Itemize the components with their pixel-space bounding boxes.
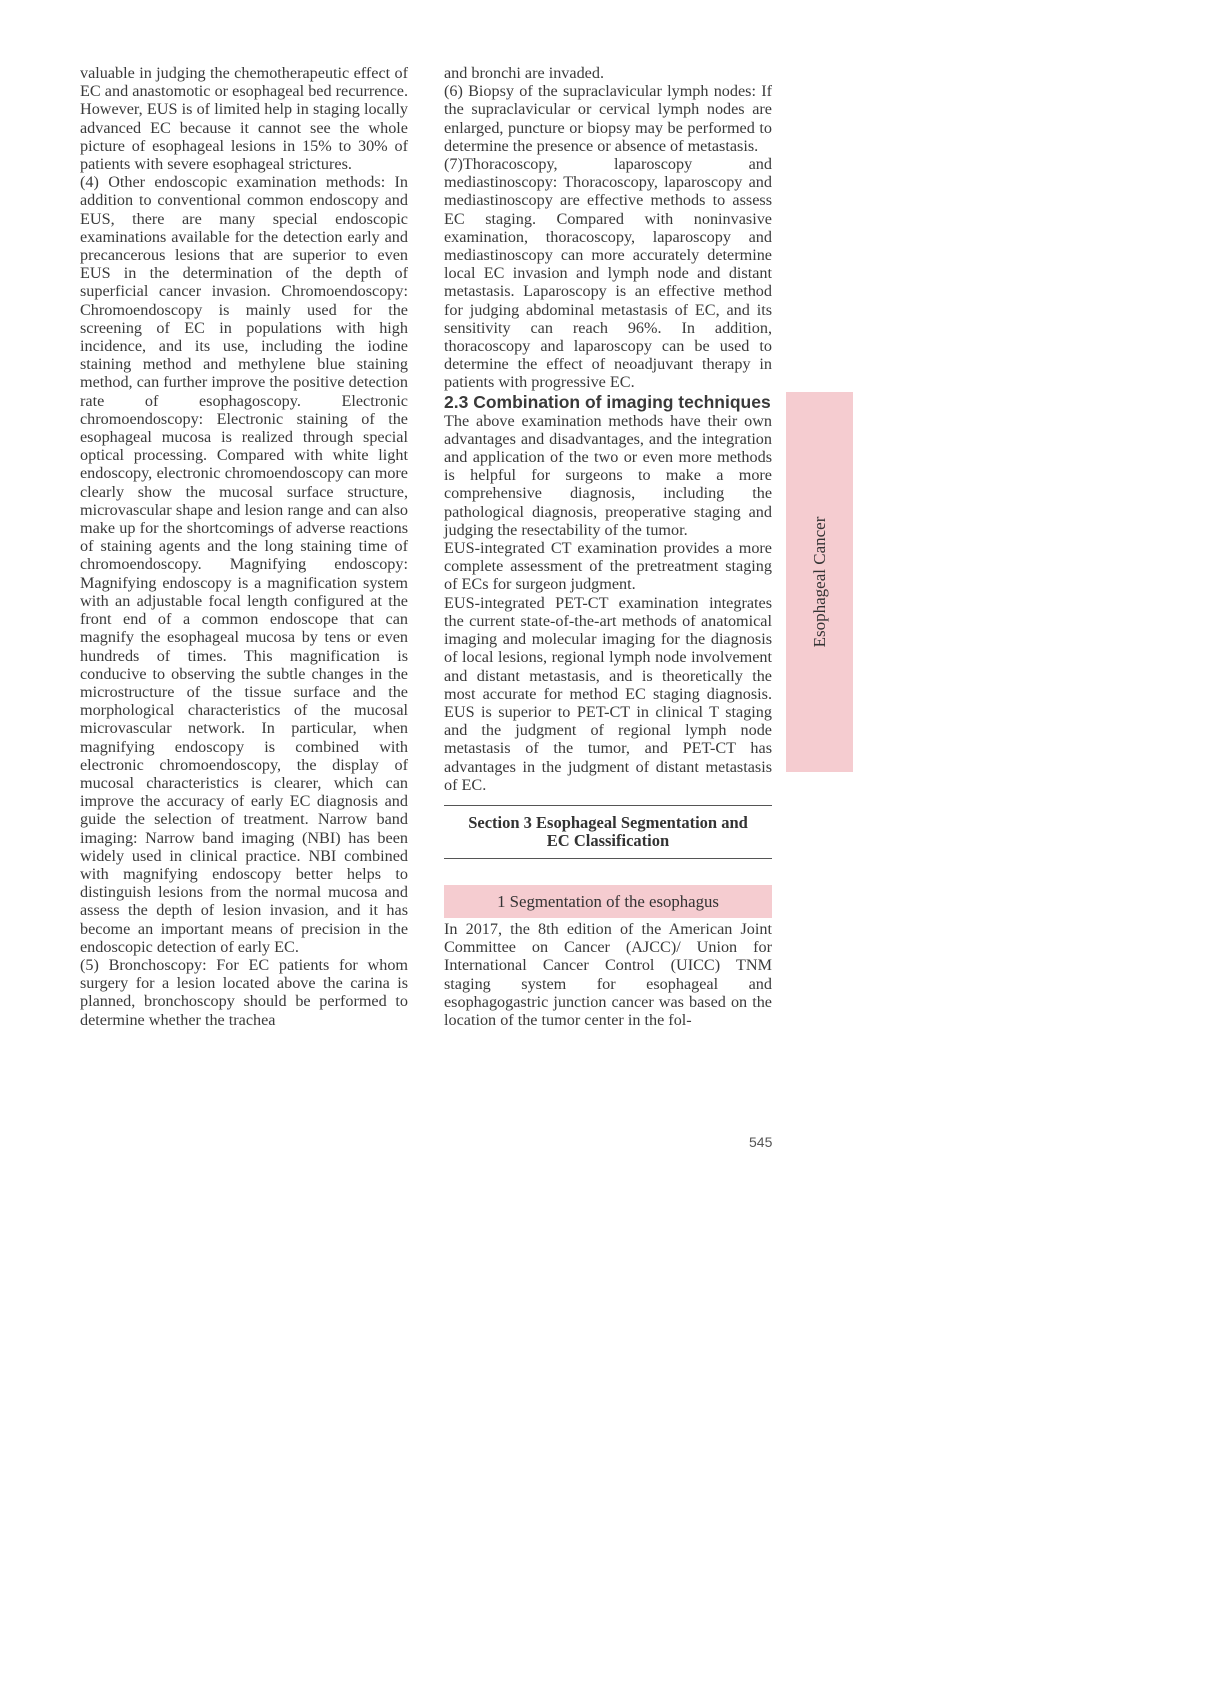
paragraph-combination-intro: The above examination methods have their own advantages and disadvantages, and the integration and application of the two or even more methods is helpful for surgeons to make a more comprehensive diagnosis, including the pathological diagnosis, preoperative staging and judging the resectability of the tumor. [444, 411, 772, 539]
section-heading [444, 805, 772, 859]
paragraph-bronchoscopy: (5) Bronchoscopy: For EC patients for whom surgery for a lesion located above the carina is planned, bronchoscopy should be performed to determine whether the trachea [80, 955, 408, 1029]
section-title-line2: EC Classification [546, 831, 670, 851]
paragraph-thoracoscopy: (7)Thoracoscopy, laparoscopy and mediastinoscopy: Thoracoscopy, laparoscopy and mediastinoscopy are effective methods to assess EC staging. Compared with noninvasive examination, thoracoscopy, laparoscopy and mediastinoscopy can more accurately determine local EC invasion and lymph node and distant metastasis. Laparoscopy is an effective method for judging abdominal metastasis of EC, and its sensitivity can reach 96%. In addition, thoracoscopy and laparoscopy can be used to determine the effect of neoadjuvant therapy in patients with progressive EC. [444, 155, 772, 392]
paragraph-supraclavicular-biopsy: (6) Biopsy of the supraclavicular lymph nodes: If the supraclavicular or cervical lymph nodes are enlarged, puncture or biopsy may be performed to determine the presence or absence of metastasis. [444, 82, 772, 155]
paragraph-bronchi-invaded: and bronchi are invaded. [444, 64, 605, 82]
section-title-line1: Section 3 Esophageal Segmentation and [468, 812, 748, 832]
paragraph-eus-limits: valuable in judging the chemotherapeutic effect of EC and anastomotic or esophageal bed recurrence. However, EUS is of limited help in staging locally advanced EC because it cannot see the whole picture of esophageal lesions in 15% to 30% of patients with severe esophageal strictures. [80, 64, 408, 174]
chapter-side-tab [786, 392, 853, 772]
subheading-combination-imaging: 2.3 Combination of imaging techniques [444, 391, 771, 412]
paragraph-ajcc-staging: In 2017, the 8th edition of the American Joint Committee on Cancer (AJCC)/ Union for International Cancer Control (UICC) TNM staging system for esophageal and esophagogastric junction cancer was based on the location of the tumor center in the fol- [444, 919, 772, 1029]
paragraph-other-endoscopic-methods: (4) Other endoscopic examination methods: In addition to conventional common endoscopy and EUS, there are many special endoscopic examinations available for the detection early and precancerous lesions that are superior to even EUS in the determination of the depth of superficial cancer invasion. Chromoendoscopy: Chromoendoscopy is mainly used for the screening of EC in populations with high incidence, and its use, including the iodine staining method and methylene blue staining method, can further improve the positive detection rate of esophagoscopy. Electronic chromoendoscopy: Electronic staining of the esophageal mucosa is realized through special optical processing. Compared with white light endoscopy, electronic chromoendoscopy can more clearly show the mucosal surface structure, microvascular shape and lesion range and can also make up for the shortcomings of adverse reactions of staining agents and the long staining time of chromoendoscopy. Magnifying endoscopy: Magnifying endoscopy is a magnification system with an adjustable focal length configured at the front end of a common endoscope that can magnify the esophageal mucosa by tens or even hundreds of times. This magnification is conducive to observing the subtle changes in the microstructure of the tissue surface and the morphological characteristics of the mucosal microvascular network. In particular, when magnifying endoscopy is combined with electronic chromoendoscopy, the display of mucosal characteristics is clearer, which can improve the accuracy of early EC diagnosis and guide the selection of treatment. Narrow band imaging: Narrow band imaging (NBI) has been widely used in clinical practice. NBI combined with magnifying endoscopy better helps to distinguish lesions from the normal mucosa and assess the depth of lesion invasion, and it has become an important means of precision in the endoscopic detection of early EC. [80, 173, 408, 956]
segment-heading: 1 Segmentation of the esophagus [444, 885, 772, 918]
paragraph-eus-pet-ct: EUS-integrated PET-CT examination integrates the current state-of-the-art methods of anatomical imaging and molecular imaging for the diagnosis of local lesions, regional lymph node involvement and distant metastasis, and is theoretically the most accurate for method EC staging diagnosis. EUS is superior to PET-CT in clinical T staging and the judgment of regional lymph node metastasis of the tumor, and PET-CT has advantages in the judgment of distant metastasis of EC. [444, 593, 772, 794]
paragraph-eus-ct: EUS-integrated CT examination provides a more complete assessment of the pretreatment staging of ECs for surgeon judgment. [444, 539, 772, 594]
right-text-column [444, 64, 772, 1029]
left-text-column [80, 64, 408, 1029]
page-number: 545 [749, 1134, 773, 1150]
side-tab-label: Esophageal Cancer [809, 516, 829, 648]
